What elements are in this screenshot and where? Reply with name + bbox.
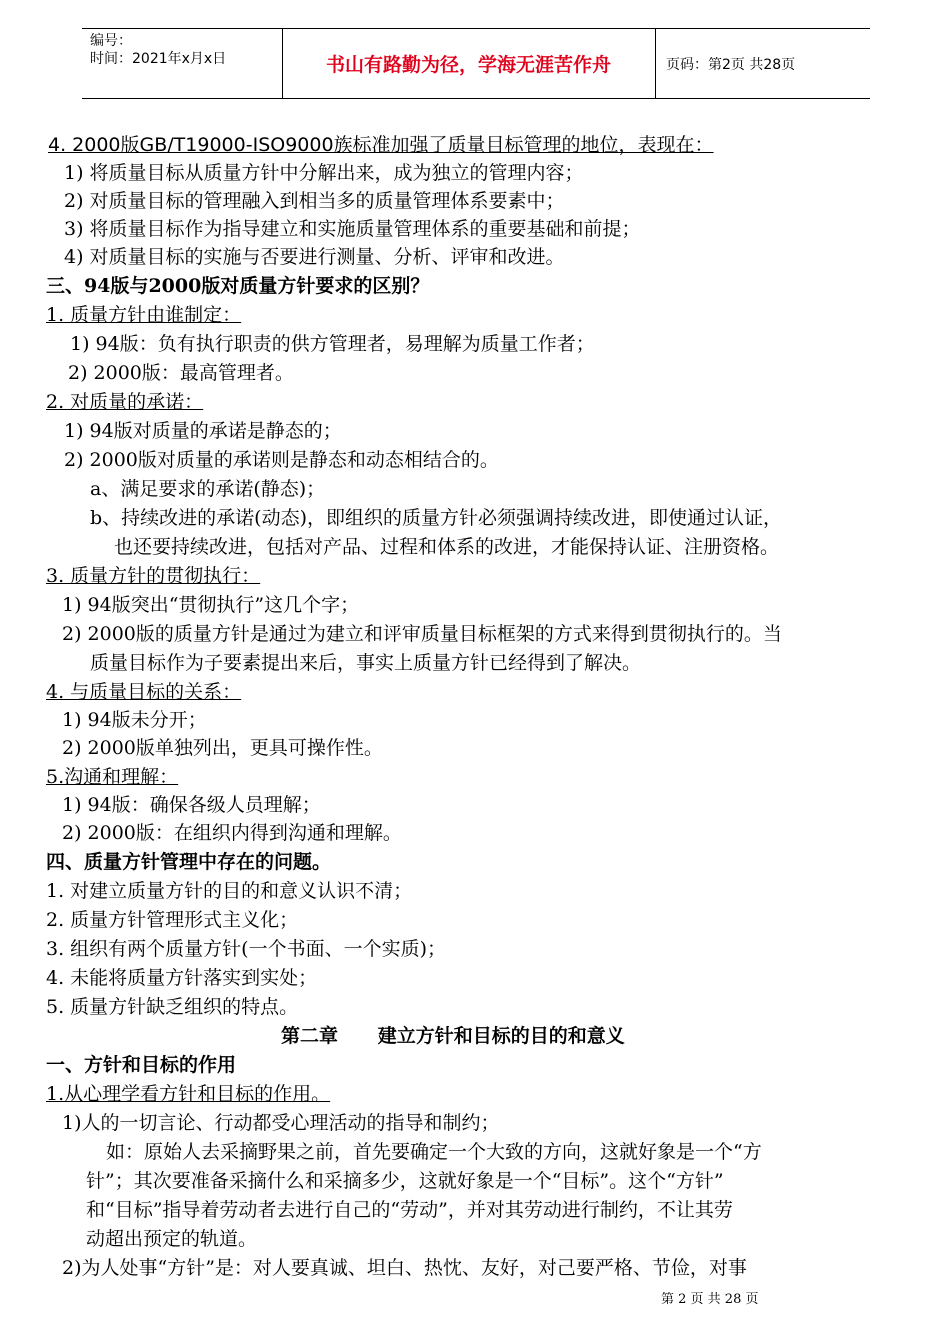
subheading: 3. 质量方针的贯彻执行： [46, 565, 261, 587]
subheading: 1.从心理学看方针和目标的作用。 [46, 1083, 331, 1105]
paragraph-line: 动超出预定的轨道。 [86, 1228, 258, 1250]
paragraph-line: 和“目标”指导着劳动者去进行自己的“劳动”，并对其劳动进行制约，不让其劳 [86, 1199, 733, 1221]
document-header [82, 28, 870, 99]
list-item: 4) 对质量目标的实施与否要进行测量、分析、评审和改进。 [64, 246, 565, 268]
chapter-title: 第二章 建立方针和目标的目的和意义 [281, 1025, 625, 1047]
subheading: 5.沟通和理解： [46, 766, 179, 788]
header-meta-cell [82, 29, 283, 98]
section-heading-3: 三、94版与2000版对质量方针要求的区别？ [46, 275, 430, 297]
list-item: 2. 质量方针管理形式主义化； [46, 909, 299, 931]
subheading: 1. 质量方针由谁制定： [46, 304, 242, 326]
list-item: 4. 未能将质量方针落实到实处； [46, 967, 318, 989]
header-page-cell [656, 29, 870, 98]
item-4-heading: 4. 2000版GB/T19000-ISO9000族标准加强了质量目标管理的地位，表现在： [48, 134, 714, 156]
list-item-continuation: 质量目标作为子要素提出来后，事实上质量方针已经得到了解决。 [90, 652, 642, 674]
list-item: 2) 对质量目标的管理融入到相当多的质量管理体系要素中； [64, 190, 565, 212]
list-item: 1) 将质量目标从质量方针中分解出来，成为独立的管理内容； [64, 162, 584, 184]
list-item: 1) 94版：确保各级人员理解； [62, 794, 321, 816]
serial-number-label: 编号： [90, 33, 132, 49]
motto-text: 书山有路勤为径，学海无涯苦作舟 [325, 54, 611, 76]
list-item: 2)为人处事“方针”是：对人要真诚、坦白、热忱、友好，对己要严格、节俭，对事 [62, 1257, 747, 1279]
subheading: 2. 对质量的承诺： [46, 391, 204, 413]
page-footer: 第 2 页 共 28 页 [661, 1292, 759, 1307]
list-item: 2) 2000版的质量方针是通过为建立和评审质量目标框架的方式来得到贯彻执行的。当 [62, 623, 782, 645]
list-item: 2) 2000版对质量的承诺则是静态和动态相结合的。 [64, 449, 499, 471]
header-motto-cell [282, 29, 656, 98]
list-item: 1. 对建立质量方针的目的和意义认识不清； [46, 880, 413, 902]
subheading: 4. 与质量目标的关系： [46, 681, 242, 703]
list-item: 1) 94版对质量的承诺是静态的； [64, 420, 342, 442]
section-heading: 一、方针和目标的作用 [46, 1054, 237, 1076]
list-item: 1) 94版：负有执行职责的供方管理者，易理解为质量工作者； [70, 333, 595, 355]
list-item: b、持续改进的承诺(动态)，即组织的质量方针必须强调持续改进，即使通过认证， [90, 507, 782, 529]
paragraph-line: 针”；其次要准备采摘什么和采摘多少，这就好象是一个“目标”。这个“方针” [86, 1170, 724, 1192]
list-item: 3) 将质量目标作为指导建立和实施质量管理体系的重要基础和前提； [64, 218, 641, 240]
list-item: 2) 2000版单独列出，更具可操作性。 [62, 737, 383, 759]
page-info: 页码：第2页 共28页 [666, 56, 796, 73]
list-item: a、满足要求的承诺(静态)； [90, 478, 326, 500]
list-item: 2) 2000版：在组织内得到沟通和理解。 [62, 822, 402, 844]
list-item: 5. 质量方针缺乏组织的特点。 [46, 996, 299, 1018]
list-item: 1)人的一切言论、行动都受心理活动的指导和制约； [62, 1112, 500, 1134]
list-item: 2) 2000版：最高管理者。 [68, 362, 294, 384]
list-item: 1) 94版未分开； [62, 709, 207, 731]
list-item-continuation: 也还要持续改进，包括对产品、过程和体系的改进，才能保持认证、注册资格。 [114, 536, 780, 558]
section-heading-4: 四、质量方针管理中存在的问题。 [46, 851, 332, 873]
time-label: 时间：2021年x月x日 [90, 51, 227, 67]
paragraph-line: 如：原始人去采摘野果之前，首先要确定一个大致的方向，这就好象是一个“方 [106, 1141, 762, 1163]
list-item: 1) 94版突出“贯彻执行”这几个字； [62, 594, 360, 616]
list-item: 3. 组织有两个质量方针(一个书面、一个实质)； [46, 938, 446, 960]
